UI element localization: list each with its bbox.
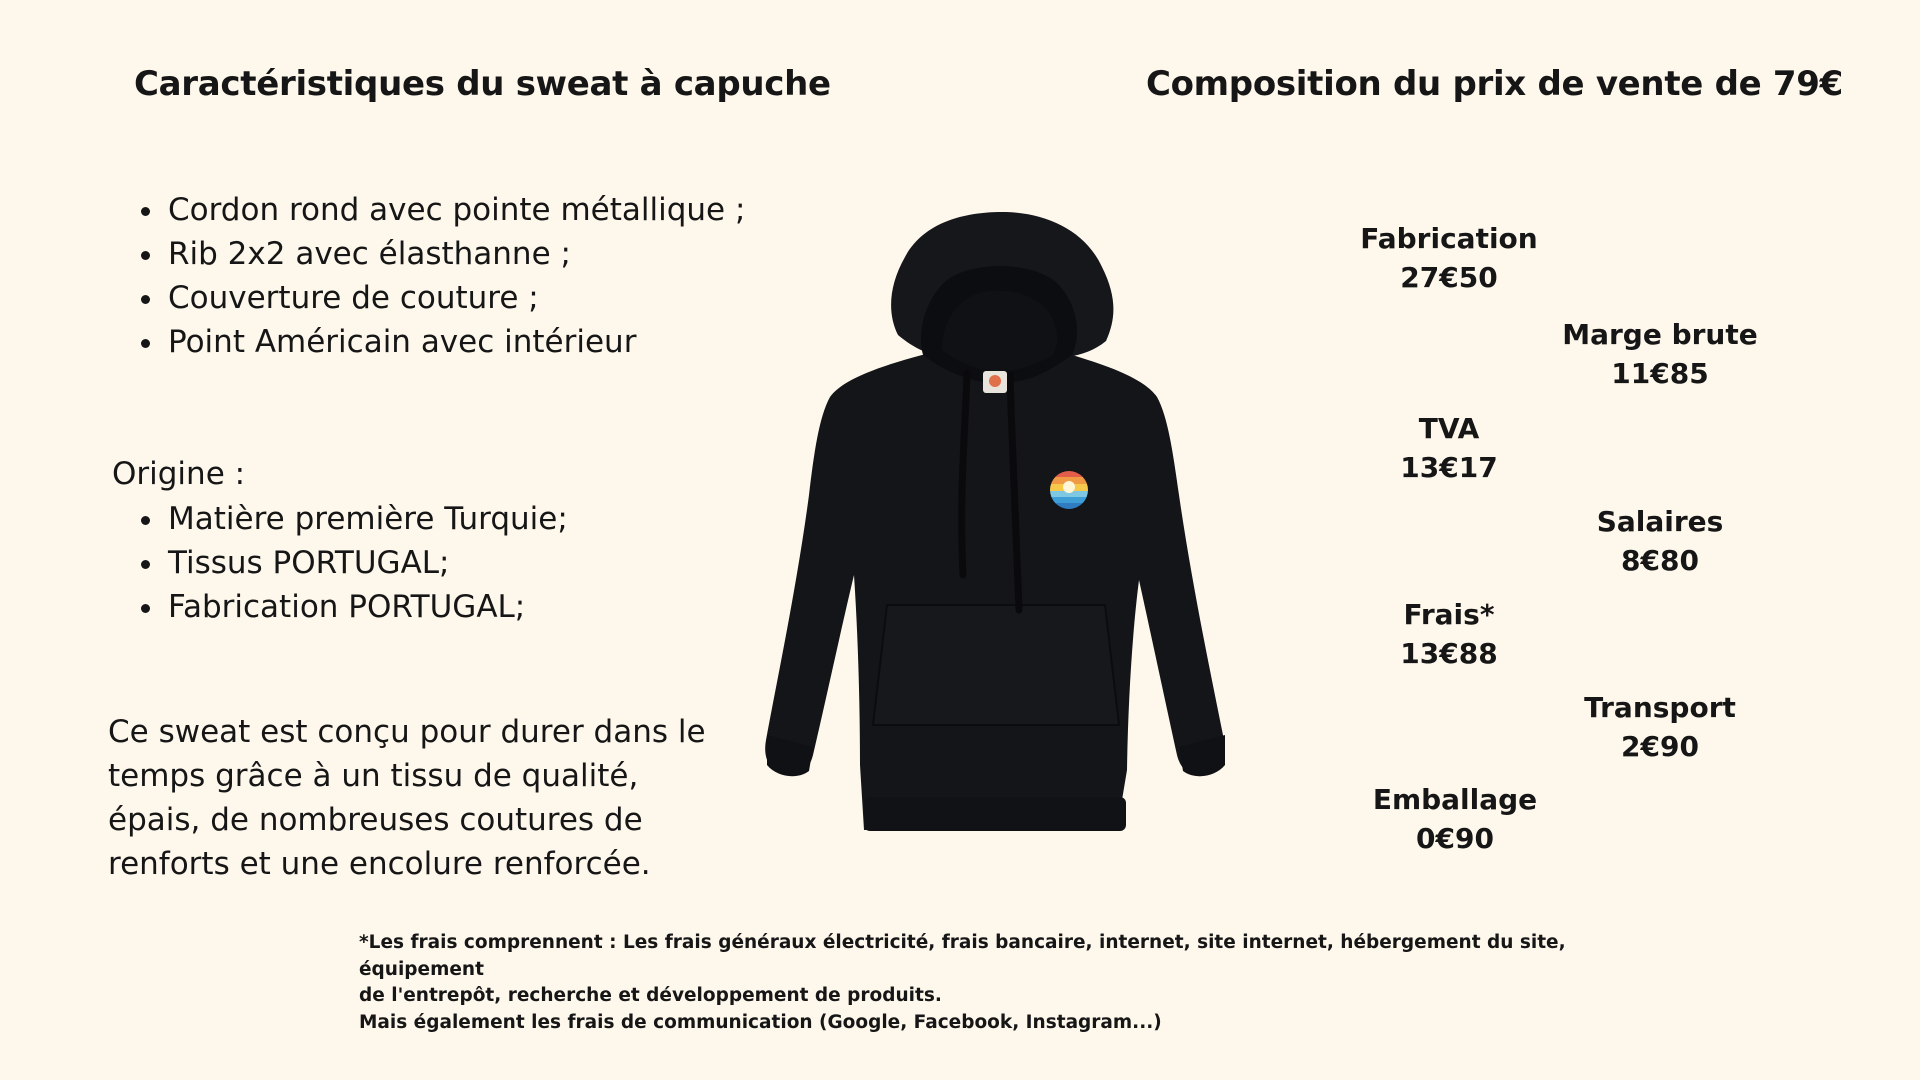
- price-label: TVA: [1418, 412, 1480, 445]
- feature-item: • Point Américain avec intérieur: [166, 320, 745, 364]
- origin-item: • Fabrication PORTUGAL;: [166, 585, 568, 629]
- price-amount: 13€17: [1400, 451, 1498, 484]
- price-label: Salaires: [1596, 505, 1724, 538]
- features-list: [134, 188, 745, 364]
- price-item-transport: [1560, 688, 1760, 766]
- price-item-tva: [1349, 409, 1549, 487]
- origin-list: [134, 497, 568, 629]
- price-item-emballage: [1355, 780, 1555, 858]
- origin-item: • Matière première Turquie;: [166, 497, 568, 541]
- price-label: Emballage: [1372, 783, 1538, 816]
- price-label: Marge brute: [1562, 318, 1758, 351]
- hoodie-image: [727, 205, 1267, 835]
- price-amount: 0€90: [1416, 822, 1494, 855]
- price-item-frais: [1349, 595, 1549, 673]
- fees-footnote: [359, 930, 1629, 1036]
- price-item-marge-brute: [1560, 315, 1760, 393]
- price-amount: 8€80: [1621, 544, 1699, 577]
- price-item-fabrication: [1349, 219, 1549, 297]
- feature-item: • Rib 2x2 avec élasthanne ;: [166, 232, 745, 276]
- origin-item: • Tissus PORTUGAL;: [166, 541, 568, 585]
- price-amount: 13€88: [1400, 637, 1498, 670]
- price-amount: 2€90: [1621, 730, 1699, 763]
- feature-item: • Cordon rond avec pointe métallique ;: [166, 188, 745, 232]
- footnote-line: *Les frais comprennent : Les frais généraux électricité, frais bancaire, internet, site internet, hébergement du site, équipement: [359, 932, 1566, 980]
- price-amount: 11€85: [1611, 357, 1709, 390]
- price-amount: 27€50: [1400, 261, 1498, 294]
- product-description: Ce sweat est conçu pour durer dans le temps grâce à un tissu de qualité, épais, de nombreuses coutures de renforts et une encolure renforcée.: [108, 714, 706, 882]
- footnote-line: de l'entrepôt, recherche et développement de produits.: [359, 985, 942, 1006]
- price-label: Fabrication: [1360, 222, 1538, 255]
- hoodie-body: [765, 212, 1225, 831]
- origin-title: Origine :: [112, 456, 246, 492]
- price-label: Frais*: [1403, 598, 1495, 631]
- feature-item: • Couverture de couture ;: [166, 276, 745, 320]
- footnote-line: Mais également les frais de communication (Google, Facebook, Instagram...): [359, 1011, 1162, 1033]
- features-heading: Caractéristiques du sweat à capuche: [134, 64, 831, 104]
- price-item-salaires: [1560, 502, 1760, 580]
- price-composition-heading: Composition du prix de vente de 79€: [1145, 64, 1843, 104]
- price-label: Transport: [1584, 691, 1736, 724]
